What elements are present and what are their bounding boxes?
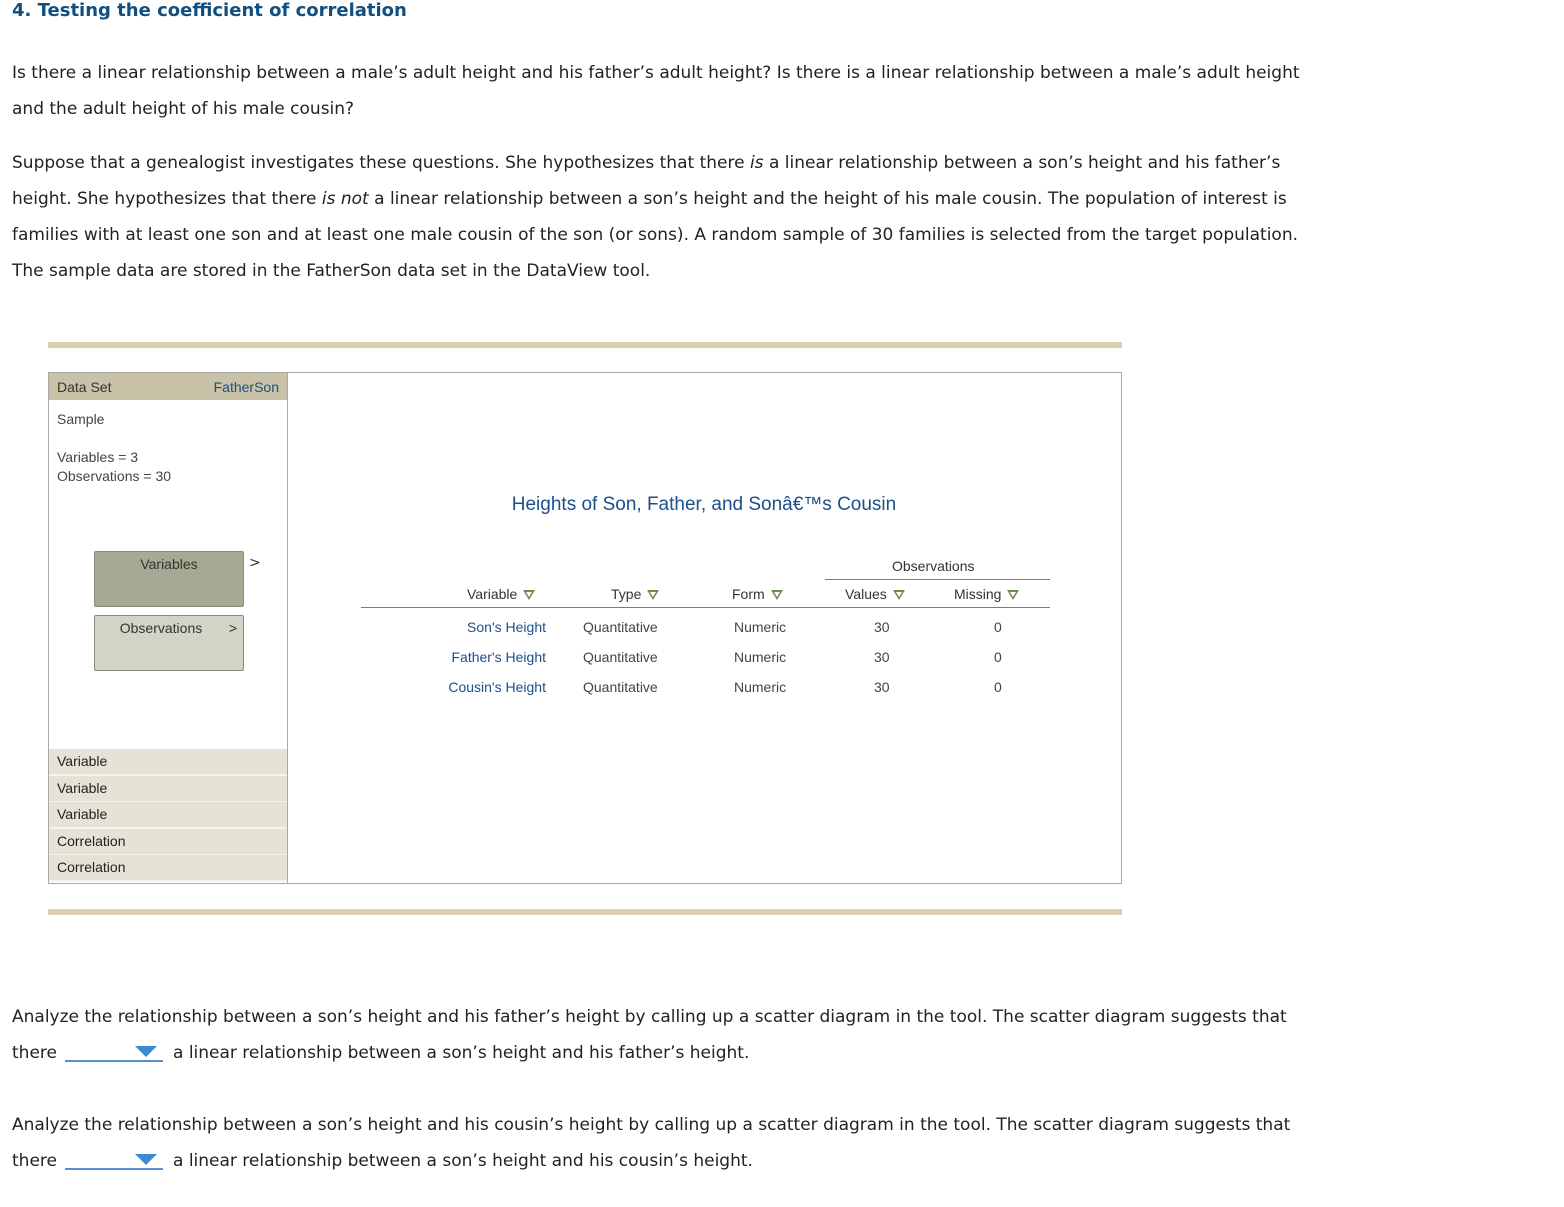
- row-form: Numeric: [734, 619, 787, 635]
- row-variable-link[interactable]: Father's Height: [451, 649, 546, 665]
- side-menu-correlation-2[interactable]: [49, 855, 287, 882]
- row-variable-link[interactable]: Son's Height: [467, 619, 546, 635]
- table-header-rule: [361, 607, 1050, 608]
- side-menu-label: Correlation: [57, 833, 126, 849]
- question-2-prefix: there: [12, 1151, 57, 1171]
- dataset-title: Heights of Son, Father, and Sonâ€™s Cousin: [511, 494, 897, 515]
- variables-button[interactable]: [94, 551, 244, 607]
- row-missing: 0: [994, 619, 1002, 635]
- row-values: 30: [874, 679, 890, 695]
- col-header-label: Missing: [954, 586, 1002, 602]
- data-set-label: Data Set: [57, 379, 112, 395]
- setup-paragraph: [12, 145, 1412, 289]
- sort-triangle-icon: [523, 590, 535, 600]
- dataview-tool: [48, 372, 1122, 884]
- observations-group-header: Observations: [892, 558, 975, 574]
- setup-emphasis: is: [749, 153, 764, 173]
- sort-triangle-icon: [893, 590, 905, 600]
- setup-line-1: [12, 145, 1412, 181]
- question-2-line-2: [12, 1143, 1412, 1179]
- row-missing: 0: [994, 649, 1002, 665]
- col-header-label: Values: [845, 586, 887, 602]
- sort-triangle-icon: [1007, 590, 1019, 600]
- col-header-values[interactable]: [845, 586, 905, 602]
- row-values: 30: [874, 619, 890, 635]
- row-form: Numeric: [734, 649, 787, 665]
- row-values: 30: [874, 649, 890, 665]
- side-menu-variable-3[interactable]: [49, 802, 287, 829]
- observations-button-label: Observations: [119, 620, 203, 636]
- intro-line-2: and the adult height of his male cousin?: [12, 99, 355, 119]
- question-2-line-1: Analyze the relationship between a son’s height and his cousin’s height by calling up a scatter diagram in the tool. The scatter diagram suggests that: [12, 1115, 1291, 1135]
- side-menu-label: Variable: [57, 753, 108, 769]
- tool-top-rule: [48, 342, 1122, 348]
- question-2-suffix: a linear relationship between a son’s height and his cousin’s height.: [173, 1151, 753, 1171]
- row-form: Numeric: [734, 679, 787, 695]
- tool-bottom-rule: [48, 909, 1122, 915]
- col-header-type[interactable]: [611, 586, 659, 602]
- row-type: Quantitative: [583, 649, 658, 665]
- setup-line-3: families with at least one son and at least one male cousin of the son (or sons). A random sample of 30 families is selected from the target population.: [12, 225, 1299, 245]
- intro-line-1: Is there a linear relationship between a male’s adult height and his father’s adult height? Is there is a linear relationship between a male’s adult height: [12, 63, 1300, 83]
- setup-text: Suppose that a genealogist investigates these questions. She hypothesizes that there: [12, 153, 750, 173]
- side-menu-label: Correlation: [57, 859, 126, 875]
- intro-paragraph: [12, 55, 1412, 127]
- sort-triangle-icon: [771, 590, 783, 600]
- observations-button[interactable]: [94, 615, 244, 671]
- setup-line-4: The sample data are stored in the FatherSon data set in the DataView tool.: [12, 261, 651, 281]
- row-type: Quantitative: [583, 679, 658, 695]
- observations-count: Observations = 30: [57, 468, 172, 484]
- setup-emphasis: is not: [321, 189, 369, 209]
- tool-sidebar: [49, 373, 288, 883]
- col-header-label: Type: [611, 586, 642, 602]
- answer-1-dropdown[interactable]: [65, 1042, 163, 1062]
- question-title: 4. Testing the coefficient of correlation: [12, 0, 407, 21]
- col-header-form[interactable]: [732, 586, 783, 602]
- question-1-line-1: Analyze the relationship between a son’s height and his father’s height by calling up a scatter diagram in the tool. The scatter diagram suggests that: [12, 1007, 1287, 1027]
- dropdown-arrow-icon: [135, 1154, 157, 1165]
- col-header-label: Variable: [467, 586, 518, 602]
- question-2: [12, 1107, 1412, 1179]
- sort-triangle-icon: [647, 590, 659, 600]
- data-set-name[interactable]: FatherSon: [213, 379, 279, 395]
- question-1-line-2: [12, 1035, 1412, 1071]
- col-header-variable[interactable]: [467, 586, 535, 602]
- row-variable-link[interactable]: Cousin's Height: [448, 679, 546, 695]
- sample-label: Sample: [57, 411, 105, 427]
- dropdown-arrow-icon: [135, 1046, 157, 1057]
- setup-line-2: [12, 181, 1412, 217]
- question-1-suffix: a linear relationship between a son’s height and his father’s height.: [173, 1043, 750, 1063]
- side-menu-variable-1[interactable]: [49, 749, 287, 776]
- setup-text: height. She hypothesizes that there: [12, 189, 322, 209]
- side-menu-variable-2[interactable]: [49, 776, 287, 803]
- row-missing: 0: [994, 679, 1002, 695]
- side-menu-correlation-1[interactable]: [49, 829, 287, 856]
- setup-text: a linear relationship between a son’s height and the height of his male cousin. The population of interest is: [368, 189, 1287, 209]
- question-1: [12, 999, 1412, 1071]
- variables-chevron-icon[interactable]: >: [249, 555, 261, 571]
- observations-group-rule: [825, 579, 1050, 580]
- col-header-label: Form: [732, 586, 765, 602]
- data-set-header: [49, 373, 287, 400]
- question-1-prefix: there: [12, 1043, 57, 1063]
- observations-chevron-icon: >: [228, 620, 237, 636]
- variables-count: Variables = 3: [57, 449, 139, 465]
- side-menu-label: Variable: [57, 806, 108, 822]
- variables-button-label: Variables: [140, 556, 198, 572]
- side-menu-label: Variable: [57, 780, 108, 796]
- answer-2-dropdown[interactable]: [65, 1150, 163, 1170]
- row-type: Quantitative: [583, 619, 658, 635]
- setup-text: a linear relationship between a son’s height and his father’s: [763, 153, 1281, 173]
- col-header-missing[interactable]: [954, 586, 1019, 602]
